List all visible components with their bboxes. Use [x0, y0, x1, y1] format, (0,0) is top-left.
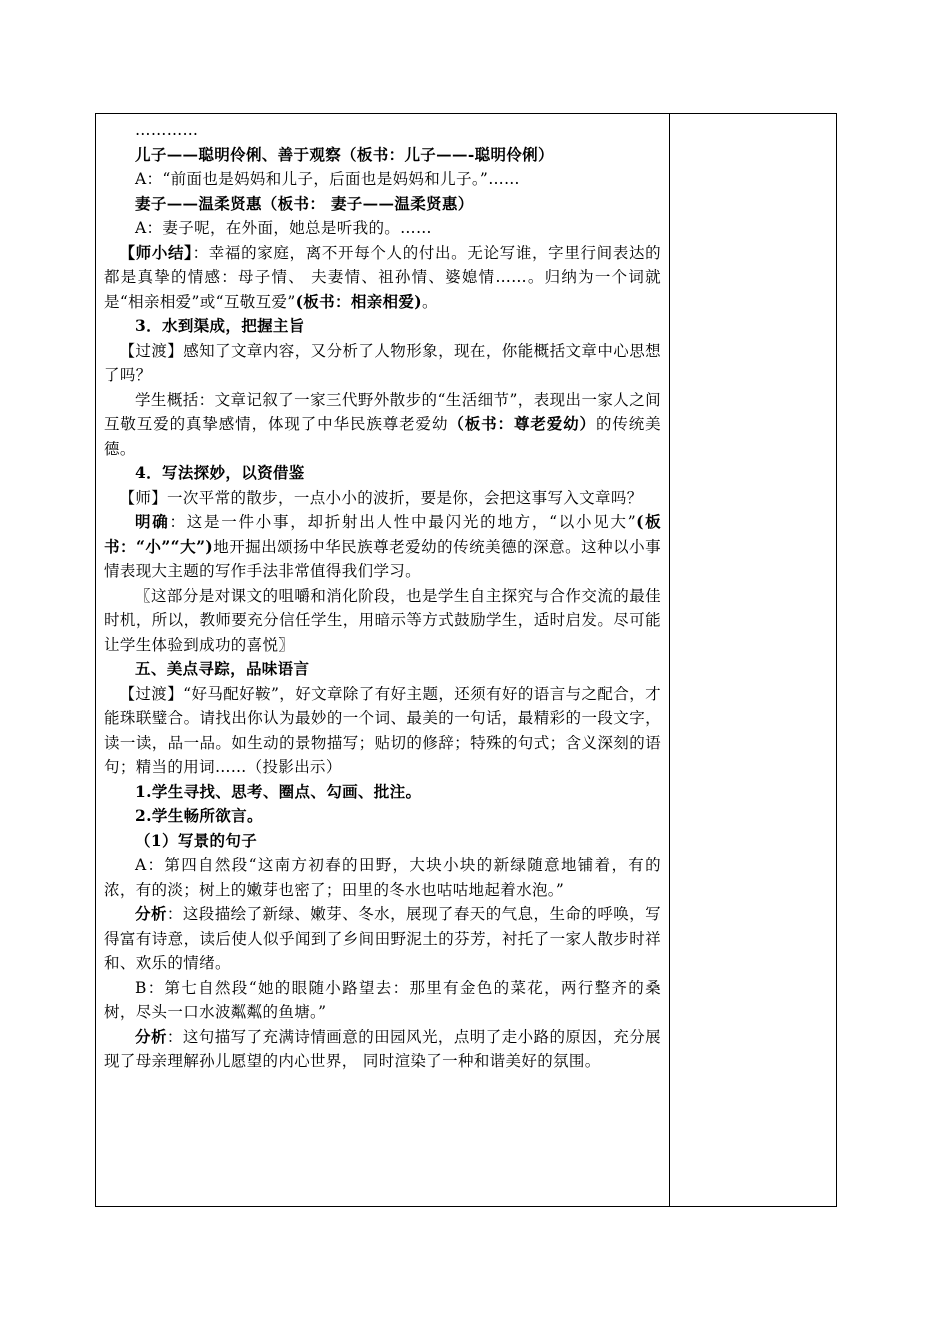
answer-text-end: 地开掘出颂扬中华民族尊老爱幼的传统美德的深意。这种以小事情表现大主题的写作手法非常值得我们学习。 [104, 537, 661, 580]
summary-board: (板书：相亲相爱) [295, 291, 422, 311]
section-5-heading: 五、美点寻踪，品味语言 [135, 659, 310, 678]
step-2: 2.学生畅所欲言。 [135, 806, 263, 825]
section-4-teacher: 【师】一次平常的散步，一点小小的波折，要是你，会把这事写入文章吗？ [119, 488, 643, 507]
wife-quote: A：妻子呢，在外面，她总是听我的。…… [135, 219, 432, 237]
analysis-a [104, 902, 661, 976]
analysis-a-label: 分析 [135, 904, 167, 923]
notes-cell [670, 114, 836, 1206]
section-4-answer [104, 510, 661, 584]
sub-heading-scenery: （1）写景的句子 [135, 830, 258, 850]
section-4-heading: 4．写法探妙，以资借鉴 [135, 463, 305, 482]
ellipsis-line: ………… [135, 121, 199, 139]
summary-text: ：幸福的家庭，离不开每个人的付出。无论写谁，字里行间表达的都是真挚的情感：母子情、 夫妻情、祖孙情、婆媳情……。归纳为一个词就是“相亲相爱”或“互敬互爱” [104, 243, 661, 311]
section-3-transition: 【过渡】感知了文章内容，又分析了人物形象，现在，你能概括文章中心思想了吗？ [104, 341, 661, 384]
section-3-student-summary [104, 388, 661, 462]
analysis-b-text: ：这句描写了充满诗情画意的田园风光，点明了走小路的原因，充分展现了母亲理解孙儿愿望的内心世界， 同时渲染了一种和谐美好的氛围。 [104, 1027, 661, 1070]
step-1: 1.学生寻找、思考、圈点、勾画、批注。 [135, 781, 422, 801]
summary-label: 【师小结】 [119, 242, 193, 262]
section-3-heading: 3．水到渠成，把握主旨 [135, 316, 305, 335]
student-summary-text: 学生概括：文章记叙了一家三代野外散步的“生活细节”，表现出一家人之间互敬互爱的真挚感情，体现了中华民族尊老爱幼 [104, 390, 661, 433]
student-summary-end: 的传统美德。 [104, 415, 661, 458]
answer-board: (板书：“小”“大”) [104, 512, 661, 556]
son-heading: 儿子——聪明伶俐、善于观察（板书：儿子——-聪明伶俐） [135, 144, 554, 164]
lesson-table [95, 113, 837, 1207]
analysis-a-text: ：这段描绘了新绿、嫩芽、冬水，展现了春天的气息，生命的呼唤，写得富有诗意，读后使人似乎闻到了乡间田野泥土的芬芳，衬托了一家人散步时祥和、欢乐的情绪。 [104, 905, 661, 972]
teacher-summary [104, 241, 661, 315]
summary-end: 。 [421, 292, 438, 311]
section-5-transition: 【过渡】“好马配好鞍”，好文章除了有好主题，还须有好的语言与之配合，才能珠联璧合。请找出你认为最妙的一个词、最美的一句话，最精彩的一段文字，读一读，品一品。如生动的景物描写；贴切的修辞；特殊的句式；含义深刻的语句；精当的用词……（投影出示） [104, 684, 661, 776]
son-quote: A：“前面也是妈妈和儿子，后面也是妈妈和儿子。”…… [135, 170, 520, 188]
teaching-note: 〖这部分是对课文的咀嚼和消化阶段，也是学生自主探究与合作交流的最佳时机，所以，教师要充分信任学生，用暗示等方式鼓励学生，适时启发。尽可能让学生体验到成功的喜悦〗 [104, 586, 661, 654]
answer-label: 明确 [135, 512, 170, 531]
lesson-content-cell [96, 114, 669, 1206]
quote-b: B：第七自然段“她的眼随小路望去：那里有金色的菜花，两行整齐的桑树，尽头一口水波粼粼的鱼塘。” [104, 978, 661, 1021]
wife-heading: 妻子——温柔贤惠（板书： 妻子——温柔贤惠） [135, 193, 474, 213]
student-summary-board: （板书：尊老爱幼） [448, 414, 596, 433]
analysis-b [104, 1025, 661, 1074]
answer-text: ：这是一件小事，却折射出人性中最闪光的地方，“以小见大” [169, 513, 637, 531]
analysis-b-label: 分析 [135, 1026, 167, 1046]
quote-a: A：第四自然段“这南方初春的田野，大块小块的新绿随意地铺着，有的浓，有的淡；树上的嫩芽也密了；田里的冬水也咕咕地起着水泡。” [104, 856, 661, 899]
